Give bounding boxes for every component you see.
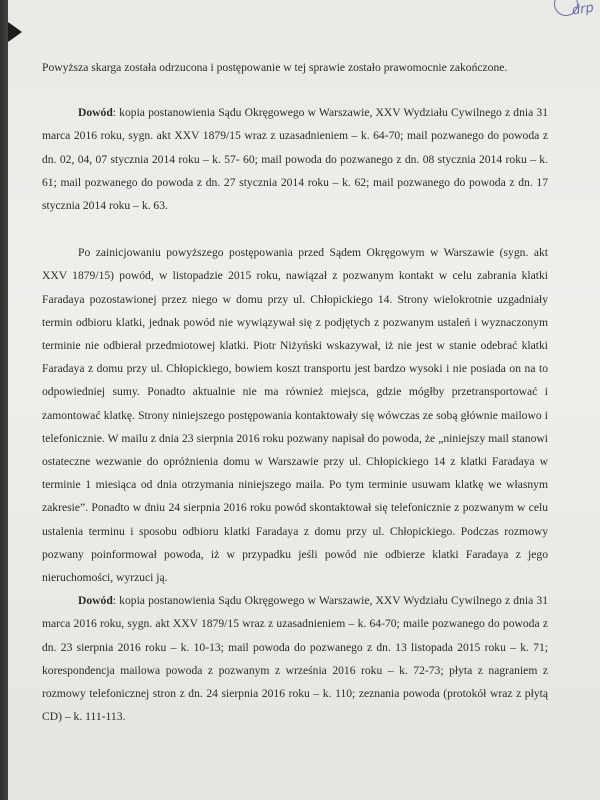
evidence-text: : kopia postanowienia Sądu Okręgowego w Warszawie, XXV Wydziału Cywilnego z dnia 31 marca 2016 roku, sygn. akt XXV 1879/15 wraz z uzasadnieniem – k. 64-70; maile pozwanego do powoda z dn. 23 sierpnia 2016 roku – k. 10-13; mail powoda do pozwanego z dn. 13 listopada 2015 roku – k. 71; korespondencja mailowa powoda z pozwanym z września 2016 roku – k. 72-73; płyta z nagraniem z rozmowy telefonicznej stron z dn. 24 sierpnia 2016 roku – k. 110; zeznania powoda (protokół wraz z płytą CD) – k. 111-113. <box>42 594 548 724</box>
evidence-label: Dowód <box>78 594 113 608</box>
handwritten-initials: drp <box>571 0 595 19</box>
page-fold <box>8 22 22 42</box>
paragraph-evidence-2 <box>42 589 548 728</box>
paragraph-main: Po zainicjowaniu powyższego postępowania przed Sądem Okręgowym w Warszawie (sygn. akt XXV 1879/15) powód, w listopadzie 2015 roku, nawiązał z pozwanym kontakt w celu zabrania klatki Faradaya pozostawionej przez niego w domu przy ul. Chłopickiego 14. Strony wielokrotnie uzgadniały termin odbioru klatki, jednak powód nie wywiązywał się z podjętych z pozwanym ustaleń i wyznaczonym terminie nie odbierał przedmiotowej klatki. Piotr Niżyński wskazywał, iż nie jest w stanie odebrać klatki Faradaya z domu przy ul. Chłopickiego, bowiem koszt transportu jest bardzo wysoki i nie posiada on na to odpowiedniej sumy. Ponadto aktualnie nie ma również miejsca, gdzie mógłby przetransportować i zamontować klatkę. Strony niniejszego postępowania kontaktowały się wówczas ze sobą głównie mailowo i telefonicznie. W mailu z dnia 23 sierpnia 2016 roku pozwany napisał do powoda, że „niniejszy mail stanowi ostateczne wezwanie do opróżnienia domu w Warszawie przy ul. Chłopickiego 14 z klatki Faradaya w terminie 1 miesiąca od dnia otrzymania niniejszego maila. Po tym terminie usuwam klatkę we własnym zakresie”. Ponadto w dniu 24 sierpnia 2016 roku powód skontaktował się telefonicznie z pozwanym w celu ustalenia terminu i sposobu odbioru klatki Faradaya z domu przy ul. Chłopickiego. Podczas rozmowy pozwany poinformował powoda, iż w przypadku jeśli powód nie odbierze klatki Faradaya z jego nieruchomości, wyrzuci ją. <box>42 246 548 585</box>
paragraph-1: Powyższa skarga została odrzucona i postępowanie w tej sprawie zostało prawomocnie zakończone. <box>42 61 508 74</box>
evidence-label: Dowód <box>78 106 113 120</box>
paragraph-evidence-1 <box>42 101 548 217</box>
evidence-text: : kopia postanowienia Sądu Okręgowego w Warszawie, XXV Wydziału Cywilnego z dnia 31 marca 2016 roku, sygn. akt XXV 1879/15 wraz z uzasadnieniem – k. 64-70; mail pozwanego do powoda z dn. 02, 04, 07 stycznia 2014 roku – k. 57- 60; mail powoda do pozwanego z dn. 08 stycznia 2014 roku – k. 61; mail pozwanego do powoda z dn. 27 stycznia 2014 roku – k. 62; mail pozwanego do powoda z dn. 17 stycznia 2014 roku – k. 63. <box>42 106 548 213</box>
document-page <box>8 0 600 800</box>
document-body <box>42 56 548 728</box>
